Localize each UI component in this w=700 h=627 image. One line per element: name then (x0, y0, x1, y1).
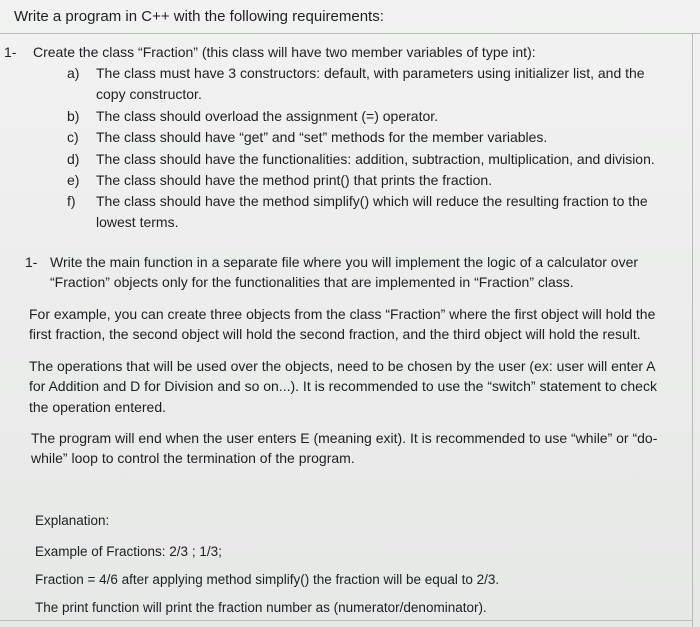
item-d-line1: The class should have the functionalities: addition, subtraction, multiplication, and division. (96, 151, 655, 167)
req2-line1: Write the main function in a separate file where you will implement the logic of a calculator over (50, 254, 639, 270)
right-border (692, 33, 693, 627)
page-title: Write a program in C++ with the following requirements: (14, 8, 384, 25)
item-f-marker: f) (67, 193, 76, 209)
req2-line2: “Fraction” objects only for the functionalities that are implemented in “Fraction” class. (50, 274, 574, 290)
item-b-line1: The class should overload the assignment (=) operator. (96, 108, 439, 124)
explanation-line1: Example of Fractions: 2/3 ; 1/3; (35, 544, 222, 559)
item-c-marker: c) (67, 129, 79, 145)
para3-line1: The program will end when the user enters E (meaning exit). It is recommended to use “while” or “do- (31, 430, 658, 446)
item-f-line2: lowest terms. (96, 214, 179, 230)
item-f-line1: The class should have the method simplify() which will reduce the resulting fraction to the (96, 193, 648, 209)
para2-line3: the operation entered. (29, 399, 166, 415)
para1-line2: first fraction, the second object will hold the second fraction, and the third object will hold the result. (29, 326, 641, 342)
para2-line1: The operations that will be used over the objects, need to be chosen by the user (ex: user will enter A (29, 358, 656, 374)
item-e-marker: e) (67, 172, 80, 188)
item-c-line1: The class should have “get” and “set” methods for the member variables. (96, 129, 548, 145)
para3-line2: while” loop to control the termination of the program. (31, 450, 355, 466)
item-a-line1: The class must have 3 constructors: default, with parameters using initializer list, and the (96, 65, 645, 81)
item-b-marker: b) (67, 108, 80, 124)
item-e-line1: The class should have the method print() that prints the fraction. (96, 172, 493, 188)
bottom-divider (0, 620, 693, 621)
para1-line1: For example, you can create three objects from the class “Fraction” where the first object will hold the (29, 306, 656, 322)
explanation-line2: Fraction = 4/6 after applying method simplify() the fraction will be equal to 2/3. (35, 572, 500, 587)
item-a-line2: copy constructor. (96, 86, 202, 102)
req1-number: 1- (4, 44, 17, 60)
top-divider (0, 33, 700, 34)
para2-line2: for Addition and D for Division and so on...). It is recommended to use the “switch” statement to check (29, 378, 657, 394)
item-a-marker: a) (67, 65, 80, 81)
req2-number: 1- (25, 254, 38, 270)
explanation-line3: The print function will print the fraction number as (numerator/denominator). (35, 600, 487, 615)
explanation-heading: Explanation: (35, 513, 110, 528)
req1-heading: Create the class “Fraction” (this class will have two member variables of type int): (33, 44, 536, 60)
item-d-marker: d) (67, 151, 80, 167)
